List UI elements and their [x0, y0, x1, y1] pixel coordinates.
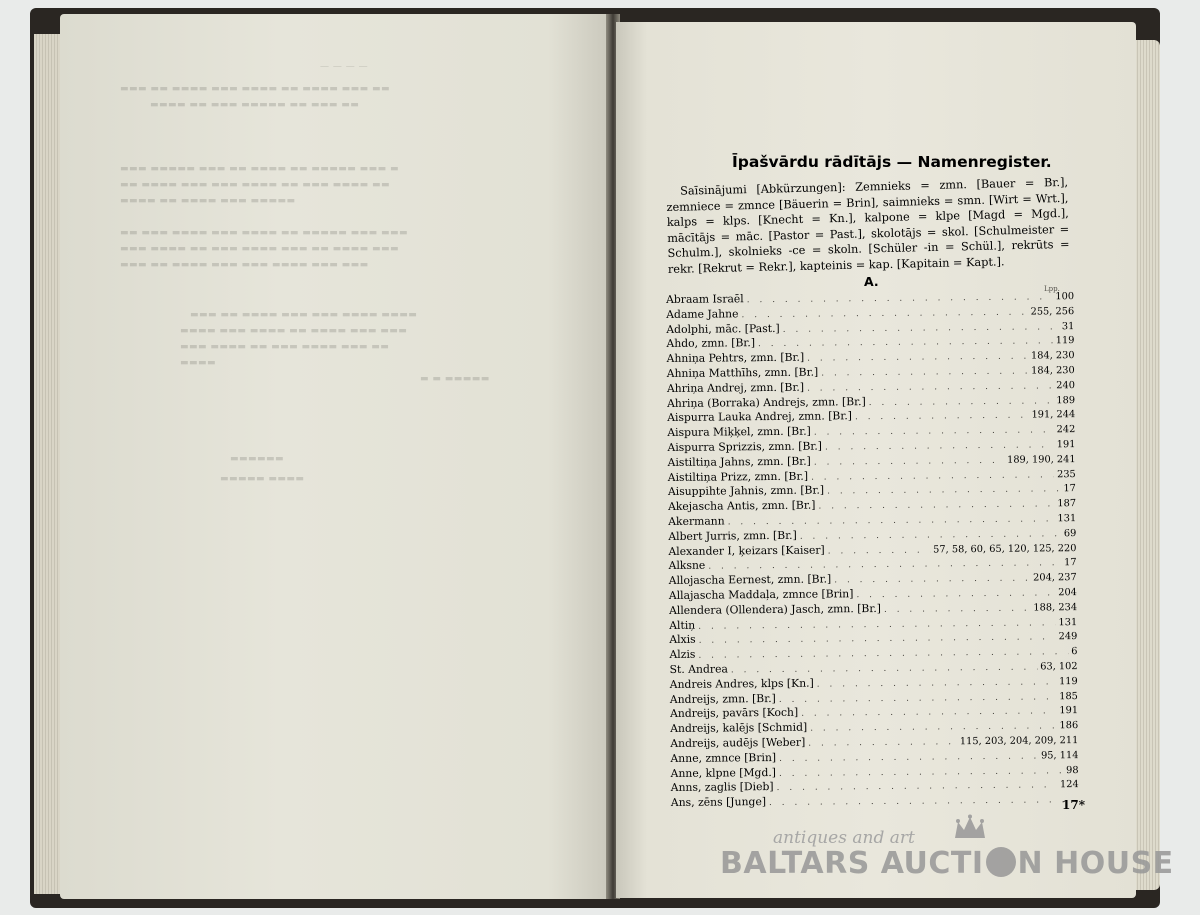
entry-name: Ahniņa Pehtrs, zmn. [Br.]	[666, 350, 805, 366]
left-page	[60, 14, 615, 899]
page-number: 17*	[1062, 798, 1085, 812]
entry-pages: 191	[1059, 705, 1079, 717]
entry-pages: 119	[1055, 335, 1075, 347]
entry-pages: 131	[1057, 513, 1077, 525]
entry-pages: 100	[1055, 291, 1075, 303]
watermark-name-left: BALTARS AUCTI	[720, 846, 984, 881]
entry-name: St. Andrea	[669, 662, 728, 676]
entry-pages: 235	[1057, 468, 1076, 480]
abbreviations-paragraph	[666, 175, 1070, 278]
bleed-through-text: ▬▬▬▬ ▬▬▬ ▬▬▬▬ ▬▬ ▬▬▬▬ ▬▬▬ ▬▬▬	[180, 326, 408, 336]
entry-pages: 188, 234	[1033, 601, 1078, 614]
entry-pages: 189, 190, 241	[1007, 453, 1076, 466]
entry-name: Aispurra Sprizzis, zmn. [Br.]	[667, 439, 823, 454]
crown-icon	[952, 814, 988, 846]
entry-name: Alexander I, ķeizars [Kaiser]	[668, 543, 825, 558]
entry-name: Andreijs, pavārs [Koch]	[669, 706, 799, 721]
entry-name: Aispura Miķķel, zmn. [Br.]	[667, 424, 811, 440]
entry-pages: 119	[1058, 675, 1078, 687]
entry-pages: 17	[1063, 483, 1076, 495]
entry-name: Akejascha Antis, zmn. [Br.]	[667, 498, 816, 514]
entry-pages: 204	[1058, 587, 1077, 599]
entry-name: Aisuppihte Jahnis, zmn. [Br.]	[667, 483, 825, 499]
bleed-through-text: ▬▬▬▬ ▬▬ ▬▬▬▬ ▬▬▬ ▬▬▬▬▬	[120, 196, 296, 206]
entry-name: Andreijs, audējs [Weber]	[670, 735, 806, 750]
entry-name: Andreijs, kalējs [Schmid]	[670, 720, 808, 736]
entry-name: Ahriņa (Borraka) Andrejs, zmn. [Br.]	[666, 394, 866, 410]
entry-pages: 124	[1059, 779, 1079, 791]
dot-leader	[855, 409, 1029, 425]
watermark-name-right: N HOUSE	[1017, 846, 1174, 881]
entry-name: Allendera (Ollendera) Jasch, zmn. [Br.]	[668, 601, 882, 617]
entry-pages: 186	[1059, 720, 1079, 732]
entry-name: Allojascha Eernest, zmn. [Br.]	[668, 572, 832, 588]
bleed-through-text: ▬▬▬▬▬▬	[230, 454, 285, 464]
pages-column-header: Lpp.	[1044, 285, 1060, 293]
dot-leader	[828, 543, 931, 559]
entry-name: Alksne	[668, 558, 706, 573]
entry-pages: 185	[1059, 690, 1078, 702]
section-letter: A.	[864, 274, 879, 289]
bleed-through-text: ▬▬▬ ▬▬▬▬ ▬▬ ▬▬▬ ▬▬▬▬ ▬▬▬ ▬▬ ▬▬▬▬ ▬▬▬	[120, 244, 399, 254]
entry-name: Altiņ	[669, 618, 696, 632]
bleed-through-text: ▬▬ ▬▬▬ ▬▬▬▬ ▬▬▬ ▬▬▬▬ ▬▬ ▬▬▬▬▬ ▬▬▬ ▬▬▬	[120, 228, 408, 238]
bleed-through-text: — — — —	[320, 62, 369, 72]
bleed-through-text: ▬▬▬▬	[180, 358, 217, 368]
dot-leader	[808, 735, 957, 751]
bleed-through-text: ▬▬▬▬ ▬▬ ▬▬▬ ▬▬▬▬▬ ▬▬ ▬▬▬ ▬▬	[150, 100, 360, 110]
entry-name: Andreis Andres, klps [Kn.]	[669, 676, 814, 691]
entry-name: Andreijs, zmn. [Br.]	[669, 691, 776, 706]
entry-pages: 115, 203, 204, 209, 211	[959, 734, 1079, 748]
index-entry	[671, 792, 1079, 811]
entry-name: Alzis	[669, 647, 696, 662]
bleed-through-text: ▬▬▬ ▬▬▬▬▬ ▬▬▬ ▬▬ ▬▬▬▬ ▬▬ ▬▬▬▬▬ ▬▬▬ ▬	[120, 164, 399, 174]
watermark-name	[720, 846, 1174, 881]
entry-name: Anne, klpne [Mgd.]	[670, 765, 777, 780]
entry-pages: 57, 58, 60, 65, 120, 125, 220	[933, 542, 1077, 555]
entry-name: Ahriņa Andrej, zmn. [Br.]	[666, 380, 805, 395]
entry-pages: 131	[1058, 616, 1078, 628]
entry-pages: 98	[1066, 764, 1079, 776]
entry-pages: 249	[1058, 631, 1078, 643]
abbreviations-text: Saīsinājumi [Abkürzungen]: Zemnieks = zmn. [Bauer = Br.], zemniece = zmnce [Bäuerin = Brin], saimnieks = smn. [Wirt = Wrt.], kalps = klps. [Knecht = Kn.], kalpone = klpe [Magd = Mgd.], mācītājs = māc. [Pastor = Past.], skolotājs = skol. [Schulmeister = Schulm.], skolnieks -ce = skoln. [Schüler -in = Schül.], rekrūts = rekr. [Rekrut = Rekr.], kapteinis = kap. [Kapitain = Kapt.].	[666, 175, 1070, 276]
entry-pages: 191	[1056, 439, 1076, 451]
entry-name: Adolphi, māc. [Past.]	[666, 321, 780, 336]
entry-name: Ahdo, zmn. [Br.]	[666, 336, 756, 351]
entry-name: Ahniņa Matthīhs, zmn. [Br.]	[666, 365, 819, 380]
entry-name: Aistiltiņa Jahns, zmn. [Br.]	[667, 454, 811, 469]
bleed-through-text: ▬▬▬▬▬ ▬▬▬▬	[220, 474, 305, 484]
entry-pages: 191, 244	[1031, 409, 1076, 421]
entry-name: Ans, zēns [Junge]	[670, 795, 767, 810]
bleed-through-text: ▬▬▬ ▬▬ ▬▬▬▬ ▬▬▬ ▬▬▬ ▬▬▬▬ ▬▬▬▬	[190, 310, 418, 320]
entry-name: Alxis	[669, 633, 696, 647]
entry-pages: 187	[1057, 498, 1077, 510]
watermark-o-circle	[986, 847, 1016, 877]
entry-pages: 184, 230	[1030, 350, 1075, 362]
bleed-through-text: ▬▬▬ ▬▬▬▬ ▬▬ ▬▬▬ ▬▬▬▬ ▬▬▬ ▬▬	[180, 342, 390, 352]
entry-pages: 184, 230	[1031, 365, 1075, 377]
entry-pages: 204, 237	[1033, 572, 1077, 584]
entry-pages: 189	[1056, 394, 1076, 406]
entry-pages: 95, 114	[1040, 749, 1079, 762]
bleed-through-text: ▬ ▬ ▬▬▬▬▬	[420, 374, 490, 384]
entry-pages: 31	[1061, 320, 1075, 332]
index-title: Īpašvārdu rādītājs — Namenregister.	[732, 153, 1052, 171]
entry-name: Abraam Israēl	[666, 292, 744, 306]
entry-pages: 17	[1064, 557, 1077, 569]
name-index-list	[666, 289, 1079, 811]
entry-pages: 6	[1071, 646, 1078, 658]
entry-pages: 69	[1063, 527, 1077, 539]
entry-name: Albert Jurris, zmn. [Br.]	[668, 528, 797, 543]
entry-pages: 242	[1056, 424, 1076, 436]
entry-name: Anns, zaglis [Dieb]	[670, 780, 774, 795]
entry-name: Aistiltiņa Prizz, zmn. [Br.]	[667, 469, 809, 484]
entry-name: Adame Jahne	[666, 307, 739, 321]
entry-name: Allajascha Maddaļa, zmnce [Brin]	[668, 587, 854, 602]
bleed-through-text: ▬▬▬ ▬▬ ▬▬▬▬ ▬▬▬ ▬▬▬▬ ▬▬ ▬▬▬▬ ▬▬▬ ▬▬	[120, 84, 390, 94]
watermark-tagline: antiques and art	[773, 828, 915, 848]
dot-leader	[884, 601, 1031, 617]
bleed-through-text: ▬▬▬ ▬▬ ▬▬▬▬ ▬▬▬ ▬▬▬ ▬▬▬▬ ▬▬▬ ▬▬▬	[120, 260, 369, 270]
entry-pages: 255, 256	[1030, 305, 1075, 318]
bleed-through-text: ▬▬ ▬▬▬▬ ▬▬▬ ▬▬▬ ▬▬▬▬ ▬▬ ▬▬▬ ▬▬▬▬ ▬▬	[120, 180, 390, 190]
dot-leader	[769, 793, 1076, 811]
entry-pages: 240	[1056, 379, 1075, 392]
entry-name: Anne, zmnce [Brin]	[670, 750, 777, 765]
entry-name: Akermann	[668, 514, 725, 528]
entry-pages: 63, 102	[1040, 660, 1078, 673]
entry-name: Aispurra Lauka Andrej, zmn. [Br.]	[667, 409, 853, 425]
